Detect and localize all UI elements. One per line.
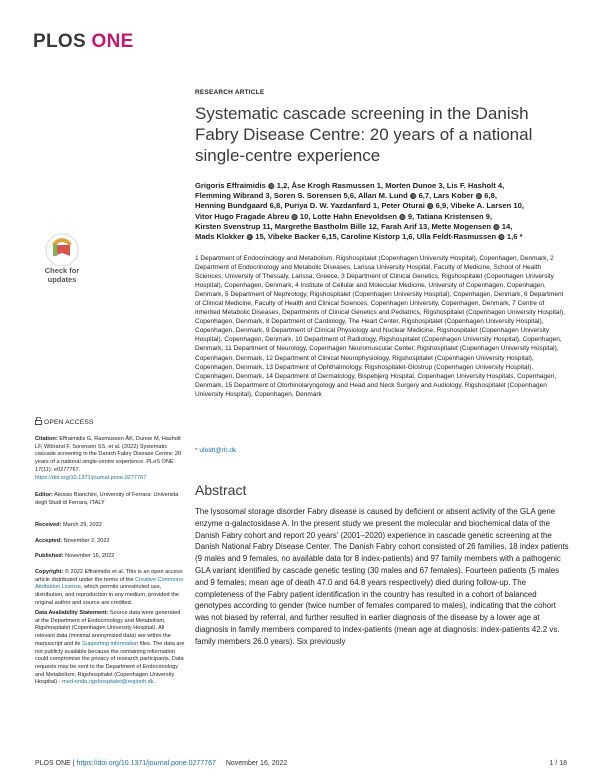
- footer-journal: PLOS ONE: [35, 760, 71, 767]
- affiliations: 1 Department of Endocrinology and Metabolism, Rigshospitalet (Copenhagen University Hospital), Copenhagen, Denmark, 2 Department of Endocrinology and Metabolic Diseases, Larissa University Hospital, Faculty of Medicine, School of Health Sciences, University of Thessaly, Larissa, Greece, 3 Department of Clinical Genetics, Rigshospitalet (Copenhagen University Hospital), Copenhagen, Denmark, 4 Institute of Cellular and Molecular Medicine, University of Copenhagen, Copenhagen, Denmark, 5 Department of Nephrology, Rigshospitalet (Copenhagen University Hospital), Copenhagen, Denmark, 6 Department of Clinical Medicine, Faculty of Health and Clinical Sciences, Copenhagen University, Copenhagen, Denmark, 7 Centre of Inherited Metabolic Diseases, Departments of Clinical Genetics and Pediatrics, Rigshospitalet (Copenhagen University Hospital), Copenhagen, Denmark, 8 Department of Cardiology, The Heart Center, Rigshospitalet (Copenhagen University Hospital), Copenhagen, Denmark, 9 Department of Clinical Physiology and Nuclear Medicine, Rigshospitalet (Copenhagen University Hospital), Copenhagen, Denmark, 10 Department of Radiology, Rigshospitalet (Copenhagen University Hospital), Copenhagen, Denmark, 11 Department of Neurology, Copenhagen Neuromuscular Center, Rigshospitalet (Copenhagen University Hospital), Copenhagen, Denmark, 12 Department of Clinical Neurophysiology, Rigshospitalet (Copenhagen University Hospital), Copenhagen, Denmark, 13 Department of Ophthalmology, Rigshospitalet-Glostrup (Copenhagen University Hospital), Copenhagen, Denmark, 14 Department of Dermatology, Bispebjerg Hospital, Copenhagen University Hospitals, Copenhagen, Denmark, 15 Department of Otorhinolaryngology and Head and Neck Surgery and Audiology, Rigshospitalet (Copenhagen University Hospital), Copenhagen, Denmark: [195, 255, 565, 398]
- open-access-text: OPEN ACCESS: [44, 419, 94, 426]
- copyright-label: Copyright:: [35, 569, 64, 575]
- data-availability-label: Data Availability Statement:: [35, 610, 109, 616]
- accepted-label: Accepted:: [35, 538, 63, 544]
- journal-logo-plos: PLOS: [33, 31, 86, 52]
- received-label: Received:: [35, 522, 62, 528]
- data-request-email-link[interactable]: med-endo.rigshospitalet@regionh.dk: [62, 679, 154, 686]
- published-label: Published:: [35, 553, 64, 559]
- author-list: [195, 181, 573, 242]
- abstract-heading: Abstract: [195, 482, 247, 498]
- data-availability-rest: files. The data are not publicly available because the containing information could compromise the privacy of research participants. Data requests may be sent to the Department of Endocrinology and Metabolism, Rigshospitalet (Copenhagen University Hospital) -: [35, 640, 185, 686]
- check-for-updates-label[interactable]: Check for updates: [44, 266, 80, 284]
- author-line: Mads Klokker ◍ 15, Vibeke Backer 6,15, Caroline Kistorp 1,6, Ulla Feldt-Rasmussen ◍ 1,6 *: [195, 232, 523, 242]
- editor-text: Alessio Bianchini, University of Ferrara: Universita degli Studi di Ferrara, ITALY: [35, 492, 179, 506]
- page-footer: [35, 760, 567, 767]
- citation-label: Citation:: [35, 436, 58, 442]
- citation-text: Effraimidis G, Rasmussen ÅK, Dunoe M, Hasholt LF, Wibrand F, Sorensen SS, et al. (2022) Systematic cascade screening in the Danish Fabry Disease Centre: 20 years of a national single-centre experience. PLoS ONE 17(11): e0277767.: [35, 436, 182, 473]
- accepted-date: November 2, 2022: [63, 538, 110, 544]
- corresponding-email[interactable]: [195, 447, 236, 454]
- editor-block: [35, 492, 185, 507]
- received-block: [35, 522, 185, 530]
- editor-label: Editor:: [35, 492, 54, 498]
- accepted-block: [35, 538, 185, 546]
- copyright-block: [35, 569, 185, 608]
- article-title: Systematic cascade screening in the Danish Fabry Disease Centre: 20 years of a national single-centre experience: [195, 104, 533, 165]
- open-access-label: [35, 417, 94, 426]
- copyright-text: © 2022 Effraimidis et al. This is an open access article distributed under the terms of the: [35, 569, 183, 583]
- data-availability-block: [35, 610, 185, 687]
- published-block: [35, 553, 185, 561]
- footer-date: November 16, 2022: [225, 760, 288, 767]
- author-line: Vitor Hugo Fragade Abreu ◍ 10, Lotte Hahn Enevoldsen ◍ 9, Tatiana Kristensen 9,: [195, 211, 493, 221]
- open-lock-icon: [35, 417, 42, 425]
- author-line: Flemming Wibrand 3, Soren S. Sorensen 5,6, Allan M. Lund ◍ 6,7, Lars Kober ◍ 6,8,: [195, 191, 497, 201]
- received-date: March 29, 2022: [63, 522, 102, 528]
- footer-doi-link[interactable]: https://doi.org/10.1371/journal.pone.0277767: [76, 760, 216, 767]
- license-link[interactable]: Creative Commons Attribution License: [35, 576, 184, 591]
- copyright-rest: , which permits unrestricted use, distribution, and reproduction in any medium, provided the original author and source are credited.: [35, 584, 179, 606]
- supporting-information-link[interactable]: Supporting information: [81, 640, 139, 647]
- data-availability-end: .: [153, 679, 156, 686]
- author-line: Grigoris Effraimidis ◍ 1,2, Åse Krogh Rasmussen 1, Morten Dunoe 3, Lis F. Hasholt 4,: [195, 181, 505, 190]
- citation-doi-link[interactable]: https://doi.org/10.1371/journal.pone.0277767: [35, 474, 147, 481]
- author-line: Kirsten Svenstrup 11, Margrethe Bastholm Bille 12, Farah Arif 13, Mette Mogensen ◍ 14,: [195, 221, 513, 231]
- article-type: RESEARCH ARTICLE: [195, 89, 265, 96]
- email-link[interactable]: * ufeldt@rh.dk: [195, 447, 237, 454]
- page-number: 1 / 18: [549, 760, 567, 767]
- journal-logo-one: ONE: [91, 31, 134, 52]
- citation-block: [35, 436, 185, 482]
- data-availability-text: Source data were generated at the Department of Endocrinology and Metabolism, Rigshospitalet (Copenhagen University Hospital). All relevant data (minimal anonymized data) are within the manuscript and its: [35, 610, 181, 647]
- journal-logo[interactable]: [33, 31, 134, 53]
- author-line: Henning Bundgaard 6,8, Puriya D. W. Yazdanfard 1, Peter Oturai ◍ 6,9, Vibeke A. Larsen 10,: [195, 201, 524, 211]
- published-date: November 16, 2022: [65, 553, 115, 559]
- abstract-text: The lysosomal storage disorder Fabry disease is caused by deficient or absent activity of the GLA gene enzyme α-galactosidase A. In the present study we present the molecular and biochemical data of the Danish Fabry cohort and report 20 years' (2001–2020) experience in cascade genetic screening at the Danish National Fabry Disease Center. The Danish Fabry cohort consisted of 26 families, 18 index patients (9 males and 9 females, no available data for 8 index-patients) and 97 family members with a pathogenic GLA variant identified by cascade genetic testing (30 males and 67 females). Fourteen patients (5 males and 9 females; mean age of death 47.0 and 64.8 years respectively) died during follow-up. The completeness of the Fabry patient identification in the country has resulted in a cohort of balanced genotypes according to gender (twice number of females compared to males), indicating that the cohort was not biased by referral, and further resulted in earlier diagnosis of the disease by a lower age at diagnosis in family members compared to index-patients (mean age at diagnosis: index-patients 42.2 vs. family members 26.0 years). Six previously: [195, 507, 569, 646]
- footer-separator: |: [70, 760, 77, 767]
